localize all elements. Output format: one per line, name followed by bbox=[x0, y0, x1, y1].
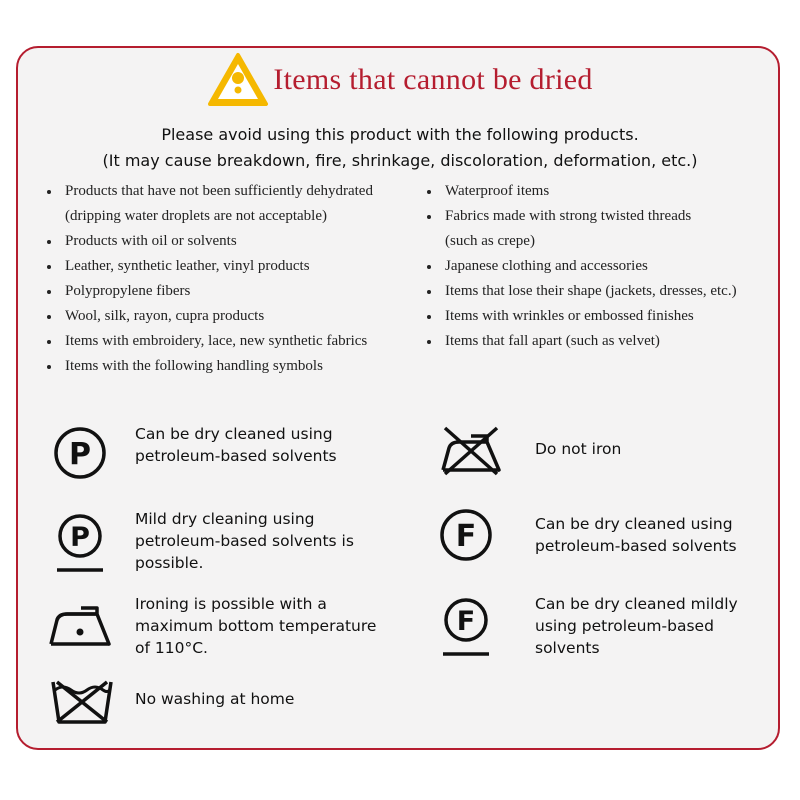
iron-low-temp-text: Ironing is possible with a maximum bottom temperature of 110°C. bbox=[135, 595, 377, 657]
list-item: Waterproof items bbox=[427, 179, 737, 204]
list-item: Leather, synthetic leather, vinyl products bbox=[47, 254, 373, 279]
right-items-list bbox=[427, 179, 737, 354]
dry-clean-f-icon bbox=[439, 508, 493, 562]
dry-clean-f-text: Can be dry cleaned using petroleum-based solvents bbox=[535, 515, 737, 555]
svg-text:F: F bbox=[455, 519, 477, 554]
list-item: Items that fall apart (such as velvet) bbox=[427, 329, 737, 354]
svg-text:F: F bbox=[456, 606, 476, 637]
list-item: Items with the following handling symbols bbox=[47, 354, 373, 379]
dry-clean-p-text: Can be dry cleaned using petroleum-based solvents bbox=[135, 425, 337, 465]
left-items-list bbox=[47, 179, 373, 379]
mild-dry-clean-p-icon bbox=[53, 512, 107, 574]
list-item: Polypropylene fibers bbox=[47, 279, 373, 304]
list-item-continuation: (dripping water droplets are not acceptable) bbox=[65, 208, 327, 224]
list-item: Products with oil or solvents bbox=[47, 229, 373, 254]
list-item: Products that have not been sufficiently dehydrated bbox=[47, 179, 373, 204]
svg-text:P: P bbox=[70, 522, 90, 553]
list-item: Wool, silk, rayon, cupra products bbox=[47, 304, 373, 329]
iron-low-temp-icon bbox=[47, 602, 113, 648]
list-item: Items that lose their shape (jackets, dresses, etc.) bbox=[427, 279, 737, 304]
warning-icon bbox=[207, 52, 269, 108]
mild-dry-clean-p-text: Mild dry cleaning using petroleum-based solvents is possible. bbox=[135, 510, 354, 572]
list-item: Japanese clothing and accessories bbox=[427, 254, 737, 279]
dry-clean-p-icon bbox=[53, 426, 107, 480]
list-item: Items with wrinkles or embossed finishes bbox=[427, 304, 737, 329]
mild-dry-clean-f-icon bbox=[439, 596, 493, 658]
list-item: Fabrics made with strong twisted threads bbox=[427, 204, 737, 229]
title-row bbox=[0, 52, 800, 108]
no-washing-icon bbox=[49, 676, 115, 726]
no-iron-text: Do not iron bbox=[535, 440, 622, 458]
intro-line-1: Please avoid using this product with the following products. bbox=[161, 125, 639, 144]
page-title: Items that cannot be dried bbox=[273, 63, 593, 96]
svg-text:P: P bbox=[69, 437, 91, 472]
no-iron-icon bbox=[439, 424, 503, 476]
mild-dry-clean-f-text: Can be dry cleaned mildly using petroleum-based solvents bbox=[535, 595, 738, 657]
no-washing-text: No washing at home bbox=[135, 690, 295, 708]
list-item-continuation: (such as crepe) bbox=[445, 233, 535, 249]
list-item: Items with embroidery, lace, new synthetic fabrics bbox=[47, 329, 373, 354]
intro-line-2: (It may cause breakdown, fire, shrinkage, discoloration, deformation, etc.) bbox=[102, 151, 698, 170]
